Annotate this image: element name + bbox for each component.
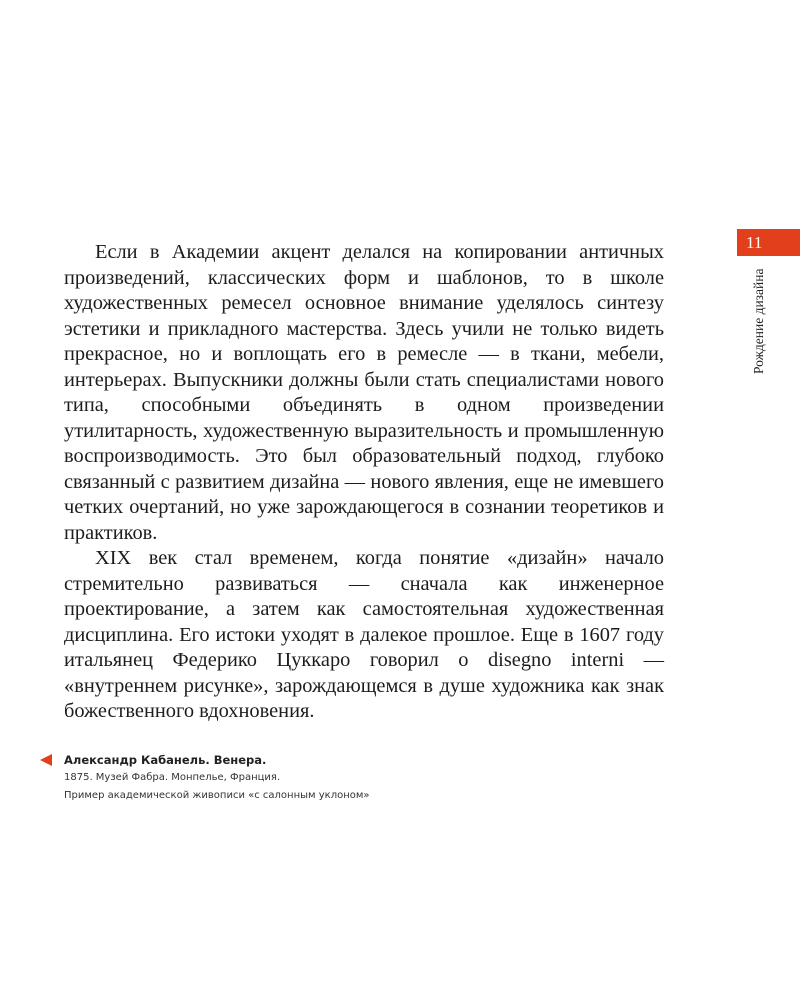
paragraph-2: XIX век стал временем, когда понятие «дизайн» начало стремительно развиваться — сначала как инженерное проектирование, а затем как самостоятельная художественная дисциплина. Его истоки уходят в далекое прошлое. Еще в 1607 году итальянец Федерико Цуккаро говорил о disegno interni — «внутреннем рисунке», зарождающемся в душе художника как знак божественного вдохновения. (64, 547, 664, 722)
caption-details: 1875. Музей Фабра. Монпелье, Франция. (64, 772, 281, 783)
running-head (751, 262, 771, 374)
running-head-label: Рождение дизайна (751, 268, 766, 374)
caption-title: Александр Кабанель. Венера. (64, 753, 267, 767)
paragraph-1: Если в Академии акцент делался на копировании античных произведений, классических форм и шаблонов, то в школе художественных ремесел основное внимание уделялось синтезу эстетики и прикладного мастерства. Здесь учили не только видеть прекрасное, но и воплощать его в ремесле — в ткани, мебели, интерьерах. Выпускники должны были стать специалистами нового типа, способными объединять в одном произведении утилитарность, художественную выразительность и промышленную воспроизводимость. Это был образовательный подход, глубоко связанный с развитием дизайна — нового явления, еще не имевшего четких очертаний, но уже зарождающегося в сознании теоретиков и практиков. (64, 241, 664, 544)
caption-description: Пример академической живописи «с салонным уклоном» (64, 790, 370, 801)
body-text (64, 240, 664, 725)
page-number: 11 (737, 229, 800, 256)
caption-arrow-icon (40, 754, 52, 766)
